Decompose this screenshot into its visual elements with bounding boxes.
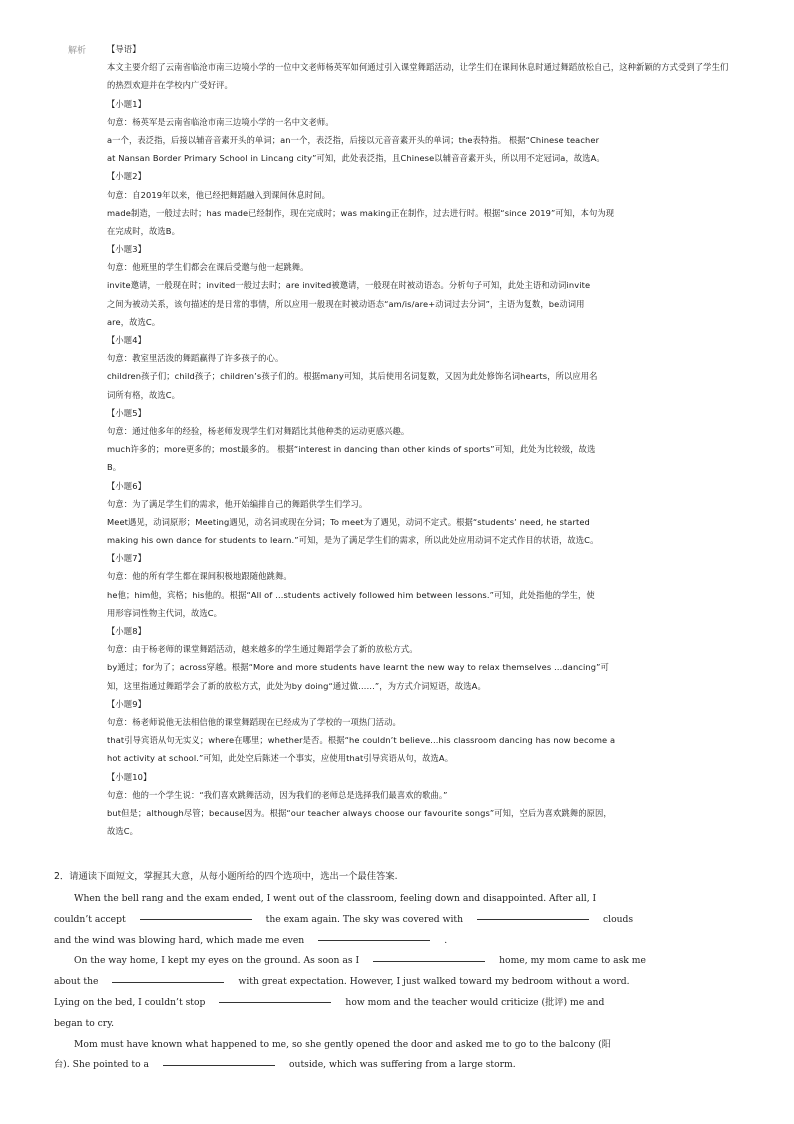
passage-text: couldn’t accept (54, 913, 126, 925)
passage-text: with great expectation. However, I just walked toward my bedroom without a word. (238, 976, 630, 988)
passage-line (54, 910, 744, 931)
answer-blank[interactable] (477, 918, 589, 920)
sub-question-heading: 【小题7】 (107, 553, 146, 564)
explanation-line: Meet遇见，动词原形；Meeting遇见，动名词或现在分词；To meet为了遇见，动词不定式。根据“students’ need, he started (107, 516, 590, 527)
passage-text: Mom must have known what happened to me, so she gently opened the door and asked me to go to the balcony (阳 (74, 1038, 611, 1050)
passage-line (54, 931, 744, 952)
explanation-line: 知，这里指通过舞蹈学会了新的放松方式，此处为by doing“通过做……”，为方式介词短语，故选A。 (107, 680, 486, 691)
explanation-line: are，故选C。 (107, 316, 161, 327)
sentence-meaning: 句意：杨老师说他无法相信他的课堂舞蹈现在已经成为了学校的一项热门活动。 (107, 716, 401, 727)
sub-question-heading: 【小题2】 (107, 171, 146, 182)
explanation-line: by通过；for为了；across穿越。根据“More and more students have learnt the new way to relax themselves …dancing”可 (107, 662, 609, 673)
sentence-meaning: 句意：教室里活泼的舞蹈赢得了许多孩子的心。 (107, 353, 284, 364)
passage-text: home, my mom came to ask me (499, 955, 646, 967)
passage-text: the exam again. The sky was covered with (265, 913, 464, 925)
explanation-line: a一个，表泛指，后接以辅音音素开头的单词；an一个，表泛指，后接以元音音素开头的单词；the表特指。 根据“Chinese teacher (107, 134, 600, 145)
sub-question-heading: 【小题8】 (107, 626, 146, 637)
sentence-meaning: 句意：通过他多年的经验，杨老师发现学生们对舞蹈比其他种类的运动更感兴趣。 (107, 425, 410, 436)
explanation-line: 之间为被动关系，该句描述的是日常的事情，所以应用一般现在时被动语态“am/is/are+动词过去分词”，主语为复数，be动词用 (107, 298, 585, 309)
answer-blank[interactable] (373, 960, 485, 962)
sentence-meaning: 句意：杨英军是云南省临沧市南三边境小学的一名中文老师。 (107, 116, 334, 127)
passage-text: about the (54, 976, 99, 988)
analysis-label: 解析 (68, 46, 87, 56)
sub-question-heading: 【小题5】 (107, 407, 146, 418)
sentence-meaning: 句意：他的一个学生说：“我们喜欢跳舞活动，因为我们的老师总是选择我们最喜欢的歌曲。” (107, 789, 448, 800)
explanation-line: 在完成时，故选B。 (107, 225, 180, 236)
explanation-line: invite邀请，一般现在时；invited一般过去时；are invited被邀请，一般现在时被动语态。分析句子可知，此处主语和动词invite (107, 280, 591, 291)
sentence-meaning: 句意：由于杨老师的课堂舞蹈活动，越来越多的学生通过舞蹈学会了新的放松方式。 (107, 644, 418, 655)
passage-line (54, 993, 744, 1014)
passage-line (54, 972, 744, 993)
intro-heading: 【导语】 (107, 44, 141, 54)
passage-text: how mom and the teacher would criticize (批评) me and (345, 996, 605, 1008)
sub-question-heading: 【小题6】 (107, 480, 146, 491)
passage (54, 889, 744, 1076)
sub-question-heading: 【小题9】 (107, 698, 146, 709)
passage-text: Lying on the bed, I couldn’t stop (54, 996, 206, 1008)
passage-text: and the wind was blowing hard, which made me even (54, 934, 305, 946)
explanation-line: that引导宾语从句无实义；where在哪里；whether是否。根据“he couldn’t believe...his classroom dancing has now become a (107, 735, 616, 746)
sentence-meaning: 句意：自2019年以来，他已经把舞蹈融入到课间休息时间。 (107, 189, 331, 200)
passage-line (54, 1035, 744, 1056)
explanation-line: he他；him他，宾格；his他的。根据“All of …students actively followed him between lessons.”可知，此处指他的学生，使 (107, 589, 595, 600)
sub-question-heading: 【小题3】 (107, 244, 146, 255)
explanation-line: 故选C。 (107, 826, 139, 837)
explanation-line: hot activity at school.”可知，此处空后陈述一个事实，应使用that引导宾语从句，故选A。 (107, 753, 454, 764)
answer-blank[interactable] (140, 918, 252, 920)
passage-line (54, 951, 744, 972)
question-2 (54, 868, 744, 1076)
explanation-line: children孩子们；child孩子；children’s孩子们的。根据many可知，其后使用名词复数，又因为此处修饰名词hearts，所以应用名 (107, 371, 598, 382)
explanation-line: B。 (107, 462, 122, 473)
sub-question-heading: 【小题10】 (107, 771, 152, 782)
explanation-line: 用形容词性物主代词，故选C。 (107, 607, 223, 618)
question-2-title: 2．请通读下面短文，掌握其大意，从每小题所给的四个选项中，选出一个最佳答案. (54, 871, 398, 882)
explanation-line: made制造，一般过去时；has made已经制作，现在完成时；was making正在制作，过去进行时。根据“since 2019”可知，本句为现 (107, 207, 615, 218)
sub-question-heading: 【小题1】 (107, 98, 146, 109)
answer-blank[interactable] (219, 1001, 331, 1003)
passage-line (54, 1014, 744, 1035)
sub-question-list (107, 95, 732, 841)
passage-text: clouds (603, 913, 634, 925)
sentence-meaning: 句意：他的所有学生都在课间积极地跟随他跳舞。 (107, 571, 292, 582)
passage-line (54, 889, 744, 910)
explanation-line: 词所有格，故选C。 (107, 389, 181, 400)
answer-blank[interactable] (112, 981, 224, 983)
passage-text: outside, which was suffering from a large storm. (289, 1059, 516, 1071)
sentence-meaning: 句意：为了满足学生们的需求，他开始编排自己的舞蹈供学生们学习。 (107, 498, 368, 509)
answer-blank[interactable] (163, 1064, 275, 1066)
explanation-line: at Nansan Border Primary School in Lincang city”可知，此处表泛指，且Chinese以辅音音素开头，所以用不定冠词a，故选A。 (107, 153, 605, 164)
passage-text: . (444, 934, 448, 946)
passage-text: began to cry. (54, 1017, 115, 1029)
passage-text: When the bell rang and the exam ended, I went out of the classroom, feeling down and disappointed. After all, I (74, 893, 597, 904)
explanation-line: much许多的；more更多的；most最多的。 根据“interest in dancing than other kinds of sports”可知，此处为比较级，故选 (107, 444, 596, 455)
sentence-meaning: 句意：他班里的学生们都会在课后受邀与他一起跳舞。 (107, 262, 309, 273)
passage-text: 台). She pointed to a (54, 1059, 150, 1071)
analysis-section (107, 40, 732, 840)
intro-text: 本文主要介绍了云南省临沧市南三边境小学的一位中文老师杨英军如何通过引入课堂舞蹈活动，让学生们在课间休息时通过舞蹈放松自己，这种新颖的方式受到了学生们的热烈欢迎并在学校内广受好评。 (107, 62, 729, 91)
answer-blank[interactable] (318, 939, 430, 941)
passage-line (54, 1055, 744, 1076)
sub-question-heading: 【小题4】 (107, 335, 146, 346)
explanation-line: but但是；although尽管；because因为。根据“our teacher always choose our favourite songs”可知，空后为喜欢跳舞的原因， (107, 807, 612, 818)
explanation-line: making his own dance for students to learn.”可知，是为了满足学生们的需求，所以此处应用动词不定式作目的状语，故选C。 (107, 535, 599, 546)
passage-text: On the way home, I kept my eyes on the ground. As soon as I (74, 955, 360, 967)
